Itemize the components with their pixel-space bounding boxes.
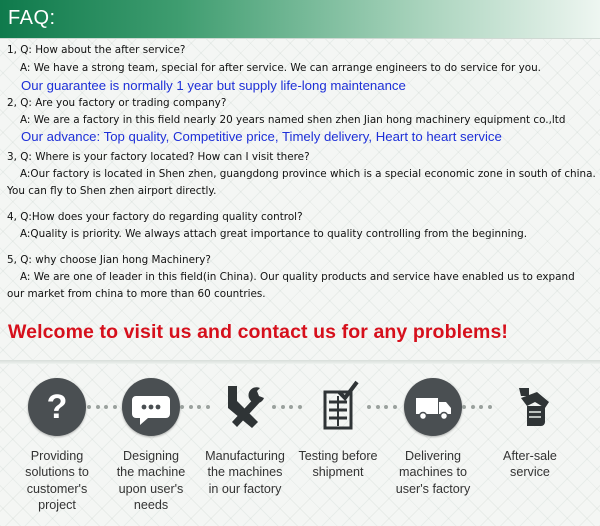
question-mark-icon xyxy=(28,378,86,436)
process-step-2-label: Designing the machine upon user's needs xyxy=(116,449,186,513)
svg-text:?: ? xyxy=(46,388,68,426)
faq-question-5: 5, Q: why choose Jian hong Machinery? xyxy=(7,254,211,266)
faq-question-2: 2, Q: Are you factory or trading company? xyxy=(7,97,227,109)
section-divider xyxy=(0,360,600,364)
process-step-3-label: Manufacturing the machines in our factory xyxy=(205,449,285,496)
faq-question-1: 1, Q: How about the after service? xyxy=(7,44,186,56)
faq-answer-3: A:Our factory is located in Shen zhen, guangdong province which is a special economic zone in south of china. xyxy=(20,168,596,180)
process-step-6 xyxy=(490,378,570,481)
process-step-5-label: Delivering machines to user's factory xyxy=(395,449,471,496)
process-step-6-label: After-sale service xyxy=(503,449,557,480)
faq-highlight-1: Our guarantee is normally 1 year but supply life-long maintenance xyxy=(21,78,406,93)
process-step-1-label: Providing solutions to customer's project xyxy=(25,449,89,513)
process-step-4 xyxy=(298,378,378,481)
faq-answer-5: A: We are one of leader in this field(in China). Our quality products and service have enabled us to expand xyxy=(20,271,575,283)
truck-icon xyxy=(404,378,462,436)
faq-title: FAQ: xyxy=(8,7,56,29)
process-step-4-label: Testing before shipment xyxy=(298,449,378,480)
checklist-icon xyxy=(309,378,367,436)
process-step-3 xyxy=(205,378,285,497)
handshake-icon xyxy=(501,378,559,436)
faq-header xyxy=(0,0,600,39)
process-step-1 xyxy=(17,378,97,514)
faq-question-4: 4, Q:How does your factory do regarding quality control? xyxy=(7,211,303,223)
tools-icon xyxy=(216,378,274,436)
faq-answer-4: A:Quality is priority. We always attach great importance to quality controlling from the beginning. xyxy=(20,228,528,240)
faq-highlight-2: Our advance: Top quality, Competitive price, Timely delivery, Heart to heart service xyxy=(21,129,502,144)
faq-answer-5-cont: our market from china to more than 60 countries. xyxy=(7,288,266,300)
faq-answer-2: A: We are a factory in this field nearly 20 years named shen zhen Jian hong machinery equipment co.,ltd xyxy=(20,114,566,126)
welcome-banner: Welcome to visit us and contact us for any problems! xyxy=(8,321,509,343)
process-step-2 xyxy=(111,378,191,514)
faq-answer-3-cont: You can fly to Shen zhen airport directly. xyxy=(7,185,217,197)
process-connector xyxy=(462,404,492,410)
faq-question-3: 3, Q: Where is your factory located? How can I visit there? xyxy=(7,151,310,163)
process-step-5 xyxy=(393,378,473,497)
faq-answer-1: A: We have a strong team, special for after service. We can arrange engineers to do service for you. xyxy=(20,62,541,74)
speech-bubble-icon xyxy=(122,378,180,436)
